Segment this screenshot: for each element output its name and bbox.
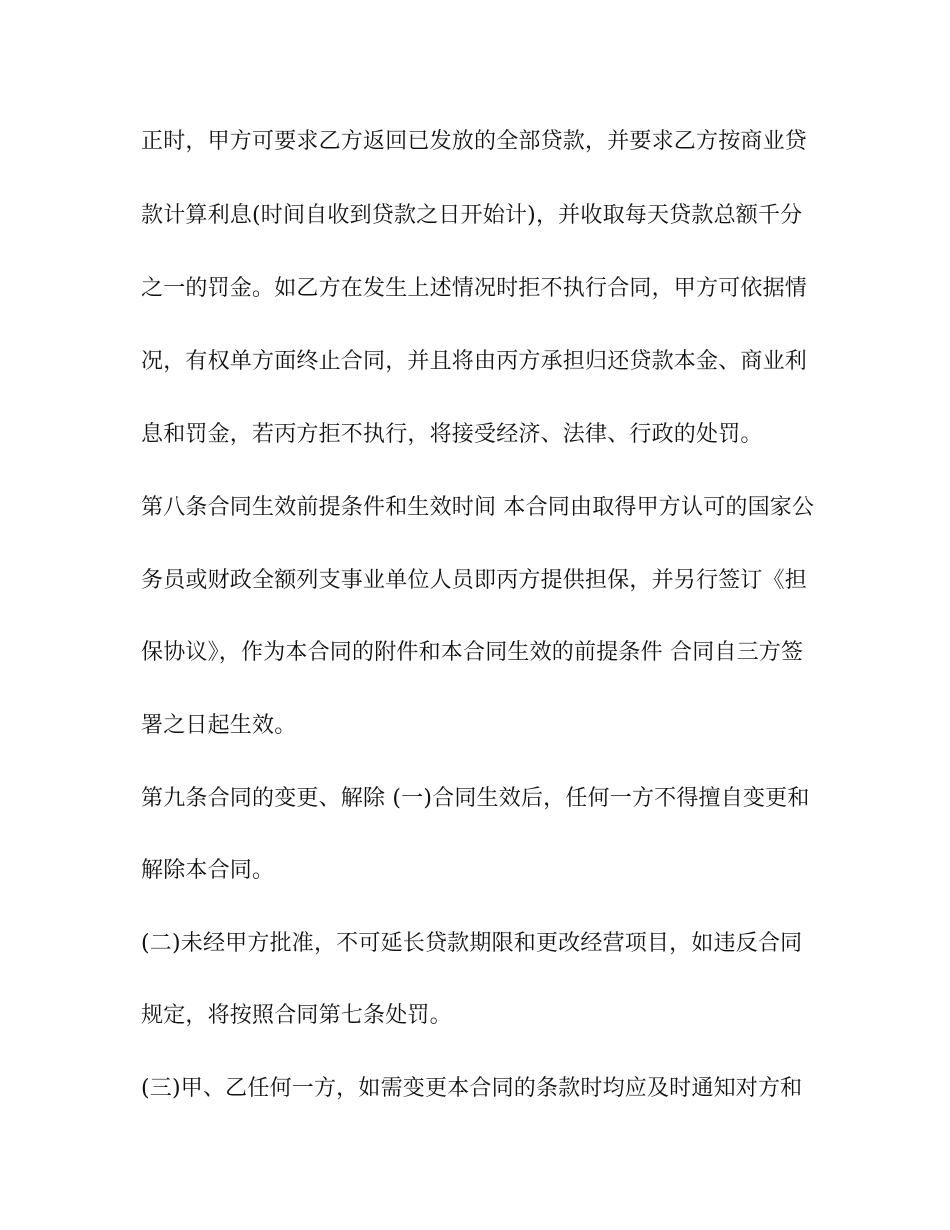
text-line: (三)甲、乙任何一方，如需变更本合同的条款时均应及时通知对方和: [141, 1076, 803, 1101]
text-line: 规定，将按照合同第七条处罚。: [141, 1003, 452, 1028]
text-line: 第八条合同生效前提条件和生效时间 本合同由取得甲方认可的国家公: [141, 495, 815, 520]
text-line: 正时，甲方可要求乙方返回已发放的全部贷款，并要求乙方按商业贷: [141, 129, 808, 154]
text-line: 署之日起生效。: [141, 713, 297, 738]
text-line: 务员或财政全额列支事业单位人员即丙方提供担保，并另行签订《担: [141, 568, 808, 593]
text-line: 之一的罚金。如乙方在发生上述情况时拒不执行合同，甲方可依据情: [141, 276, 808, 301]
text-line: 况，有权单方面终止合同，并且将由丙方承担归还贷款本金、商业利: [141, 349, 808, 374]
text-line: 解除本合同。: [141, 858, 275, 883]
text-line: (二)未经甲方批准，不可延长贷款期限和更改经营项目，如违反合同: [141, 931, 803, 956]
text-line: 款计算利息(时间自收到贷款之日开始计)，并收取每天贷款总额千分: [141, 203, 803, 228]
text-line: 第九条合同的变更、解除 (一)合同生效后，任何一方不得擅自变更和: [141, 786, 810, 811]
text-line: 保协议》，作为本合同的附件和本合同生效的前提条件 合同自三方签: [141, 640, 804, 665]
text-line: 息和罚金，若丙方拒不执行，将接受经济、法律、行政的处罚。: [141, 422, 763, 447]
